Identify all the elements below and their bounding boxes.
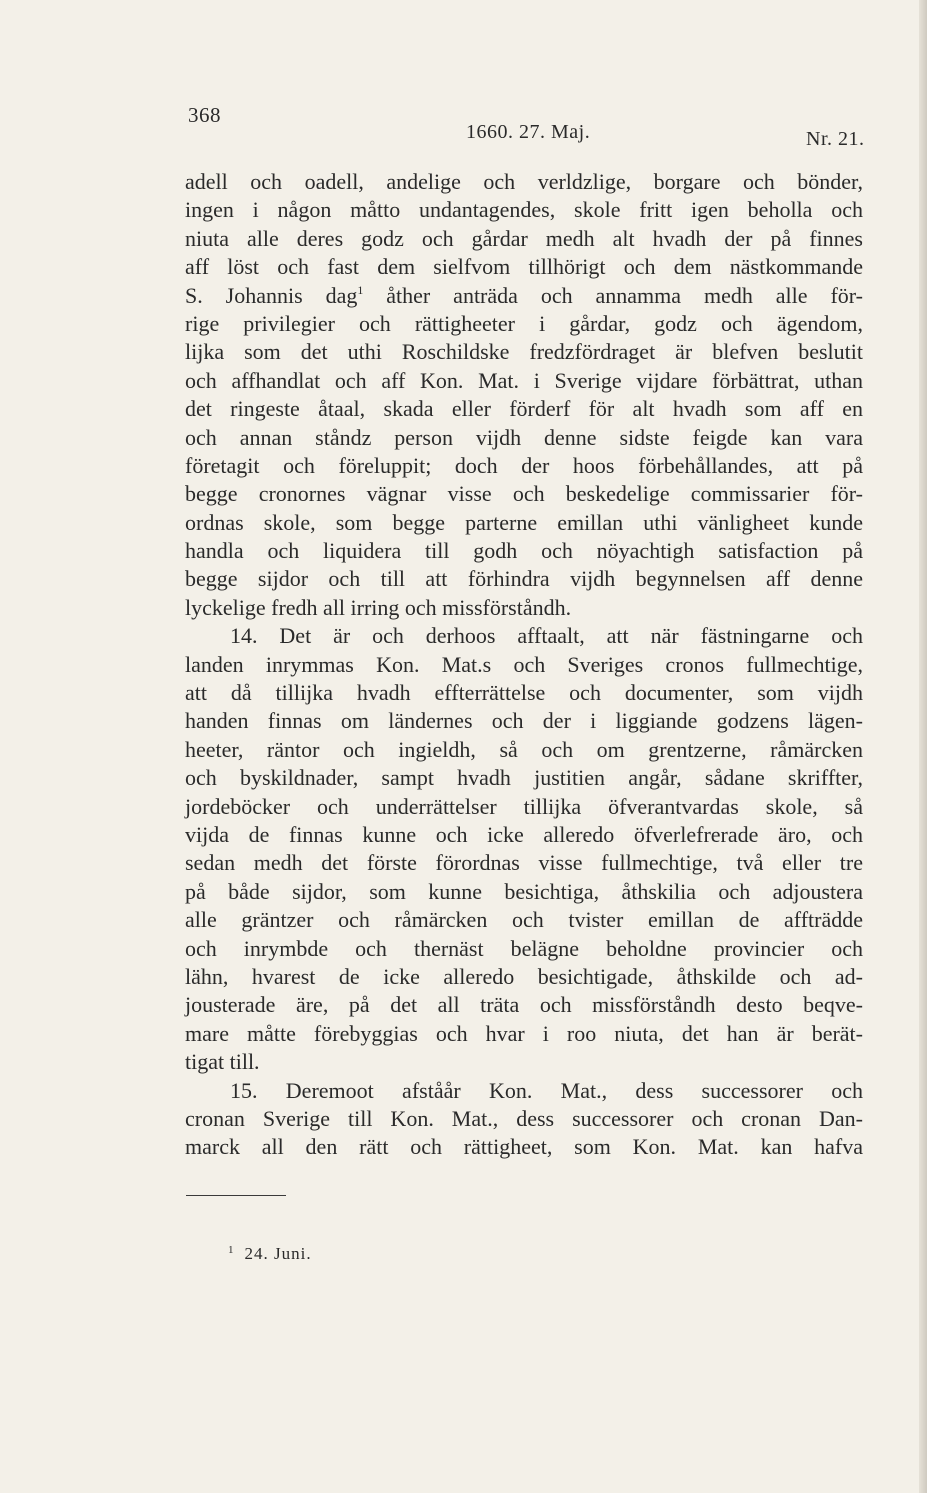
text-line: handen finnas om ländernes och der i liggiande godzens lägen- — [185, 708, 863, 734]
running-head: 1660. 27. Maj. — [466, 121, 591, 143]
text-line: jordeböcker och underrättelser tillijka öfverantvardas skole, så — [185, 793, 863, 819]
text-line: adell och oadell, andelige och verldzlige, borgare och bönder, — [185, 169, 863, 194]
page-number: 368 — [188, 103, 221, 127]
page-edge — [919, 0, 927, 1493]
text-line: niuta alle deres godz och gårdar medh alt hvadh der på finnes — [185, 225, 863, 251]
text-line: alle gräntzer och råmärcken och tvister emillan de affträdde — [185, 907, 863, 933]
text-line: lähn, hvarest de icke alleredo besichtigade, åthskilde och ad- — [185, 963, 863, 989]
text-line: cronan Sverige till Kon. Mat., dess successorer och cronan Dan- — [185, 1105, 863, 1131]
text-line: lijka som det uthi Roschildske fredzfördraget är blefven beslutit — [185, 339, 863, 365]
text-line: jousterade äre, på det all träta och missförståndh desto beqve- — [185, 992, 863, 1018]
footnote-marker: 1 — [228, 1244, 235, 1256]
body-text — [185, 168, 863, 1162]
text-line: på både sijdor, som kunne besichtiga, åthskilia och adjoustera — [185, 878, 863, 904]
text-line: ingen i någon måtto undantagendes, skole fritt igen beholla och — [185, 197, 863, 223]
text-line: landen inrymmas Kon. Mat.s och Sveriges cronos fullmechtige, — [185, 651, 863, 677]
text-segment: åther anträda och annamma medh alle för- — [363, 282, 864, 308]
text-line: sedan medh det förste förordnas visse fullmechtige, två eller tre — [185, 850, 863, 876]
section-15-start: 15. Deremoot afståår Kon. Mat., dess successorer och — [230, 1077, 863, 1103]
text-line: handla och liquidera till godh och nöyachtigh satisfaction på — [185, 538, 863, 564]
text-line: begge sijdor och till att förhindra vijdh begynnelsen aff denne — [185, 566, 863, 592]
text-line: att då tillijka hvadh effterrättelse och documenter, som vijdh — [185, 680, 863, 706]
text-line: lyckelige fredh all irring och missförståndh. — [185, 594, 572, 620]
text-line: det ringeste åtaal, skada eller förderf för alt hvadh som aff en — [185, 396, 863, 422]
text-line: och affhandlat och aff Kon. Mat. i Sverige vijdare förbättrat, uthan — [185, 367, 863, 393]
document-number: Nr. 21. — [806, 128, 865, 150]
text-line: vijda de finnas kunne och icke alleredo öfverlefrerade äro, och — [185, 821, 863, 847]
footnote-divider — [186, 1195, 286, 1196]
text-line: aff löst och fast dem sielfvom tillhörigt och dem nästkommande — [185, 254, 863, 280]
text-line-with-footnote-ref — [185, 282, 863, 310]
text-line: och annan ståndz person vijdh denne sidste feigde kan vara — [185, 424, 863, 450]
text-line: och inrymbde och thernäst belägne beholdne provincier och — [185, 935, 863, 961]
text-line: marck all den rätt och rättigheet, som Kon. Mat. kan hafva — [185, 1134, 863, 1160]
footnote — [228, 1244, 312, 1264]
footnote-reference: 1 — [357, 282, 364, 297]
text-line: och byskildnader, sampt hvadh justitien angår, sådane skriffter, — [185, 765, 863, 791]
text-line: tigat till. — [185, 1049, 260, 1075]
footnote-text: 24. Juni. — [244, 1244, 312, 1263]
section-14-start: 14. Det är och derhoos afftaalt, att när fästningarne och — [230, 623, 863, 649]
text-line: heeter, räntor och ingieldh, så och om grentzerne, råmärcken — [185, 736, 863, 762]
text-line: mare måtte förebyggias och hvar i roo niuta, det han är berät- — [185, 1020, 863, 1046]
text-line: ordnas skole, som begge parterne emillan uthi vänligheet kunde — [185, 509, 863, 535]
text-line: rige privilegier och rättigheeter i gårdar, godz och ägendom, — [185, 310, 863, 336]
text-segment: S. Johannis dag — [185, 282, 358, 308]
text-line: begge cronornes vägnar visse och beskedelige commissarier för- — [185, 481, 863, 507]
text-line: företagit och föreluppit; doch der hoos förbehållandes, att på — [185, 452, 863, 478]
